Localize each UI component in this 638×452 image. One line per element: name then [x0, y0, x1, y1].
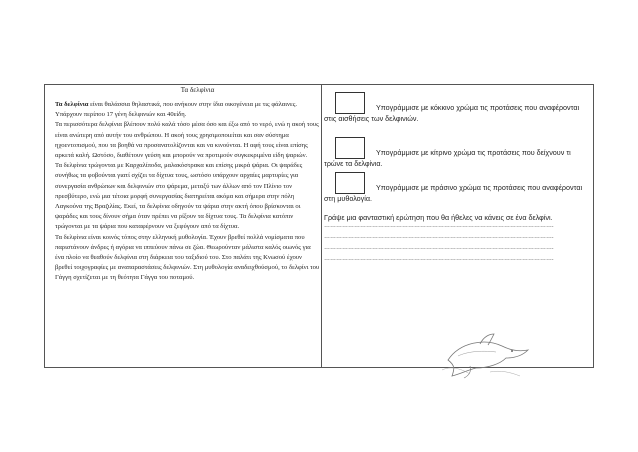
mythology-paragraph: Τα δελφίνια είναι κοινός τόπος στην ελληνική μυθολογία. Έχουν βρεθεί πολλά νομίσματα που παριστάνουν άνδρες ή αγόρια να ιππεύουν πάνω σε ζώα. Θεωρούνταν μάλιστα καλός οιωνός για ένα πλοίο να θεαθούν δελφίνια στη διάρκεια του ταξιδιού του. Στο παλάτι της Κνωσού έχουν βρεθεί τοιχογραφίες με αναπαραστάσεις δελφινιών. Στη μυθολογία αναδειχθούσμού, το δελφίνι του Γάγγη σχετίζεται με τη θεότητα Γάγγα του ποταμού. [55, 233, 320, 282]
text-title: Τα δελφίνια [180, 86, 215, 94]
task-red-text: Υπογράμμισε με κόκκινο χρώμα τις προτάσεις που αναφέρονται στις αισθήσεις των δελφινιών. [324, 103, 580, 123]
task-yellow-text: Υπογράμμισε με κίτρινο χρώμα τις προτάσεις που δείχνουν τι τρώνε τα δελφίνια. [324, 148, 571, 168]
answer-line[interactable]: ……………………………………………………………………………………………………. [324, 223, 554, 229]
task-red [324, 92, 586, 142]
intro-paragraph [55, 100, 320, 120]
task-green-text: Υπογράμμισε με πράσινο χρώμα τις προτάσεις που αναφέρονται στη μυθολογία. [324, 183, 583, 203]
senses-paragraph: Τα περισσότερα δελφίνια βλέπουν πολύ καλά τόσο μέσα όσο και έξω από το νερό, ενώ η ακοή τους είναι ανώτερη από αυτήν του ανθρώπου. Η ακοή τους χρησιμοποιείται και σαν σύστημα ηχοεντοπισμού, που τα βοηθά να προσανατολίζονται και να κινούνται. Η αφή τους είναι επίσης αρκετά καλή. Ωστόσο, διαθέτουν γεύση και μπορούν να προτιμούν συγκεκριμένα είδη ψαριών. [55, 121, 319, 160]
intro-bold: Τα δελφίνια [55, 101, 89, 108]
reading-column [55, 86, 320, 284]
tasks-column [324, 92, 586, 267]
answer-line[interactable]: ……………………………………………………………………………………………………. [324, 245, 554, 251]
diet-paragraph: Τα δελφίνια τρώγονται με Καρχαλίποδα, μαλακόστρακα και επίσης μικρά ψάρια. Οι ψαράδες συνήθως τα φοβούνται γιατί σχίζει τα δίχτυα τους, ωστόσο υπάρχουν αρχαίες μαρτυρίες για συνεργασία ανθρώπων και δελφινιών στο ψάρεμα, μεταξύ των άλλων από τον Πλίνιο τον πρεσβύτερο, ενώ μια τέτοια μορφή συνεργασίας διατηρείται ακόμα και σήμερα στην πόλη Λαγκούνα της Βραζιλίας. Εκεί, τα δελφίνια οδηγούν τα ψάρια στην ακτή όπου βρίσκονται οι ψαράδες και τους δίνουν σήμα όταν πρέπει να ρίξουν τα δίχτυα τους. Τα δελφίνια κατόπιν τρώγονται με τα ψάρια που καταφέρνουν να ξεφύγουν από τα δίχτυα. [55, 162, 303, 231]
answer-line[interactable]: ……………………………………………………………………………………………………. [324, 234, 554, 240]
dolphin-illustration [440, 330, 540, 380]
intro-rest: είναι θαλάσσια θηλαστικά, που ανήκουν στην ίδια οικογένεια με τις φάλαινες. Υπάρχουν περίπου 17 γένη δελφινιών και 40είδη. [55, 101, 298, 119]
question-prompt: Γράψε μια φανταστική ερώτηση που θα ήθελες να κάνεις σε ένα δελφίνι. [324, 213, 553, 222]
task-green [324, 172, 586, 222]
column-divider [321, 84, 322, 368]
answer-line[interactable]: ……………………………………………………………………………………………………. [324, 256, 554, 262]
